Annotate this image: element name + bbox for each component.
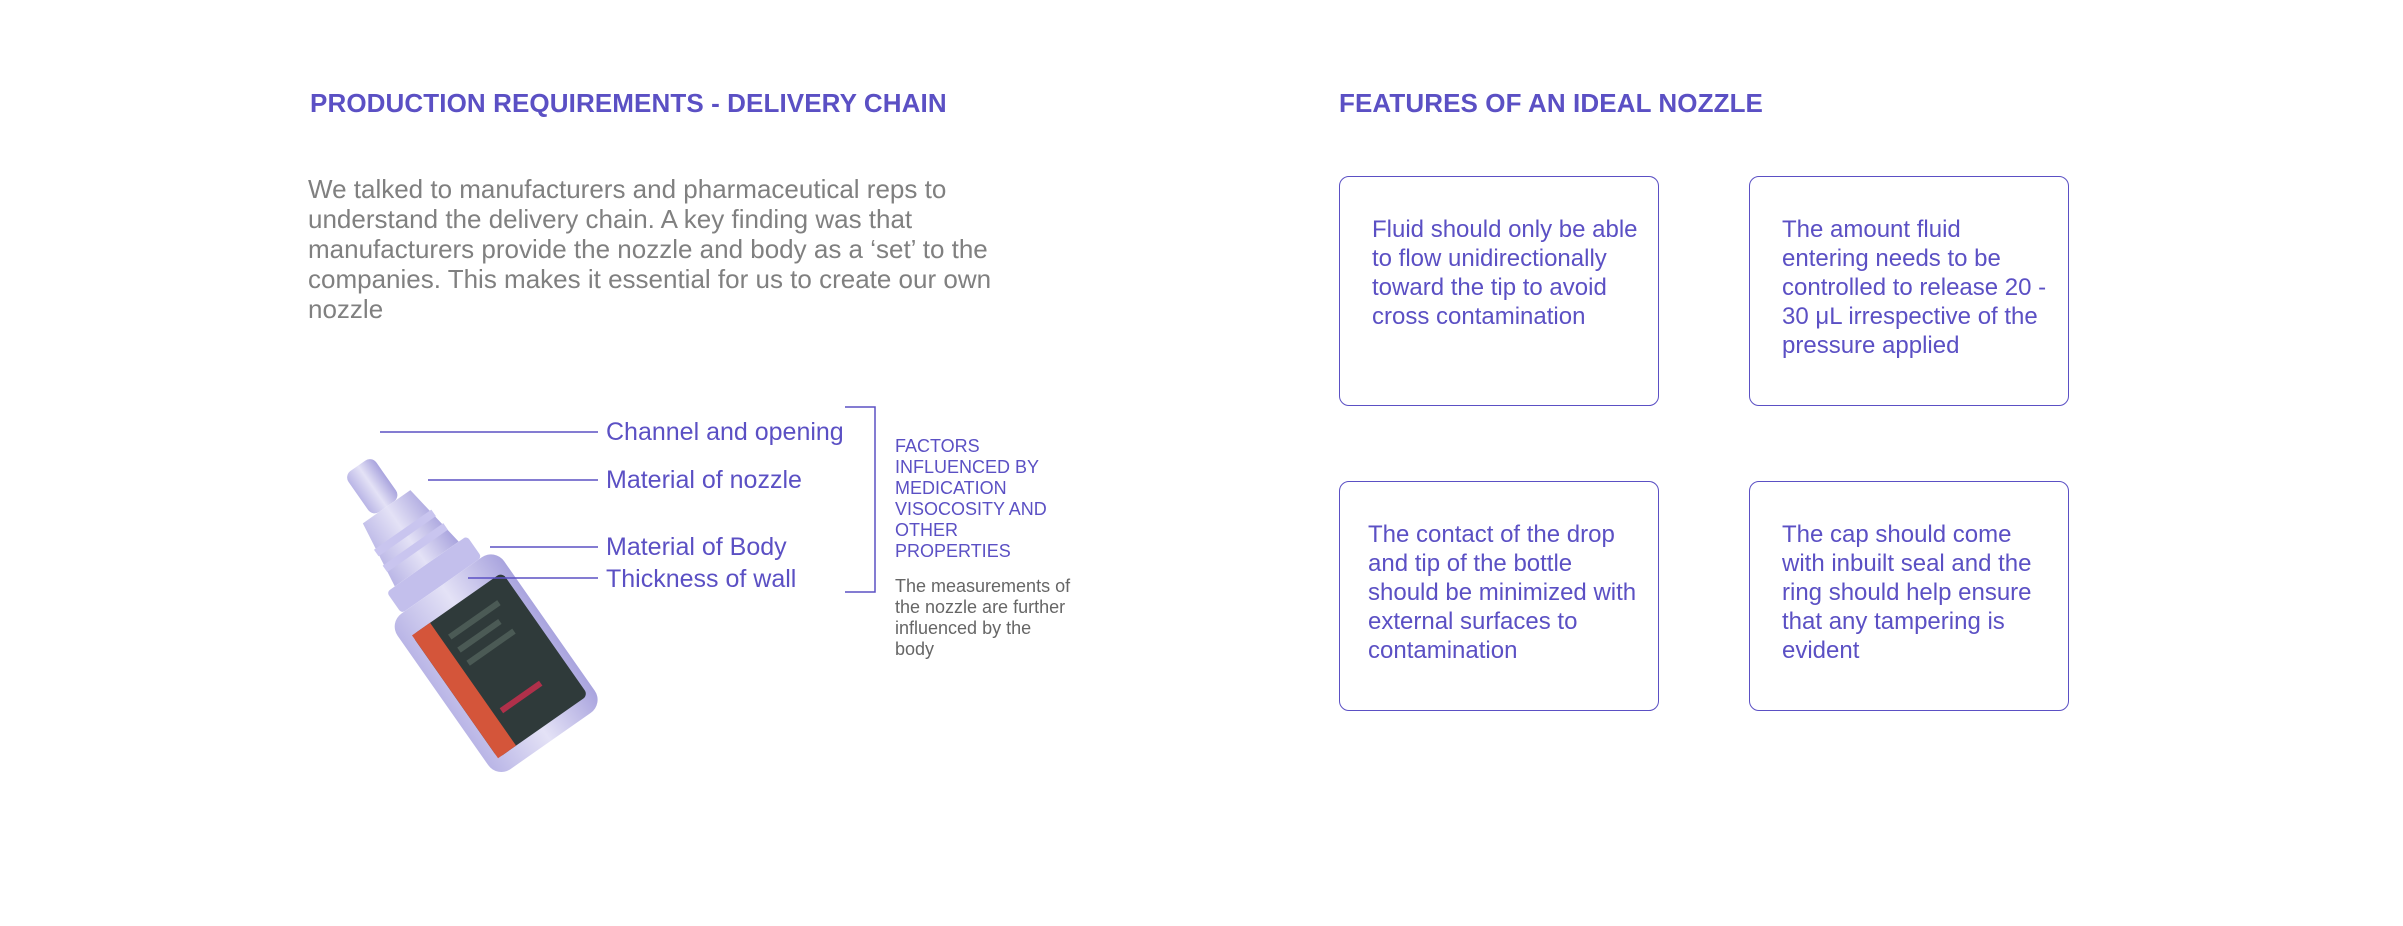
ideal-nozzle-heading: FEATURES OF AN IDEAL NOZZLE bbox=[1339, 88, 1763, 118]
production-requirements-heading: PRODUCTION REQUIREMENTS - DELIVERY CHAIN bbox=[310, 88, 947, 118]
dropper-bottle-image bbox=[330, 400, 650, 780]
feature-card-text: The contact of the drop and tip of the bottle should be minimized with external surfaces to contamination bbox=[1368, 521, 1637, 664]
callout-channel-and-opening: Channel and opening bbox=[606, 418, 844, 446]
feature-card-unidirectional-flow bbox=[1339, 176, 1659, 406]
feature-card-text: The cap should come with inbuilt seal and the ring should help ensure that any tampering is evident bbox=[1782, 521, 2032, 664]
feature-card-text: The amount fluid entering needs to be controlled to release 20 - 30 μL irrespective of the pressure applied bbox=[1782, 216, 2047, 359]
feature-card-text: Fluid should only be able to flow unidirectionally toward the tip to avoid cross contamination bbox=[1372, 216, 1638, 330]
feature-card-controlled-amount bbox=[1749, 176, 2069, 406]
factors-note: FACTORS INFLUENCED BY MEDICATION VISOCOSITY AND OTHER PROPERTIES bbox=[895, 436, 1047, 561]
callout-material-of-nozzle: Material of nozzle bbox=[606, 466, 802, 494]
callout-material-of-body: Material of Body bbox=[606, 533, 787, 561]
callout-thickness-of-wall: Thickness of wall bbox=[606, 565, 797, 593]
feature-card-minimize-contact bbox=[1339, 481, 1659, 711]
measurements-note: The measurements of the nozzle are further influenced by the body bbox=[895, 576, 1071, 659]
intro-paragraph: We talked to manufacturers and pharmaceutical reps to understand the delivery chain. A key finding was that manufacturers provide the nozzle and body as a ‘set’ to the companies. This makes it essential for us to create our own nozzle bbox=[308, 174, 992, 324]
feature-card-tamper-seal bbox=[1749, 481, 2069, 711]
